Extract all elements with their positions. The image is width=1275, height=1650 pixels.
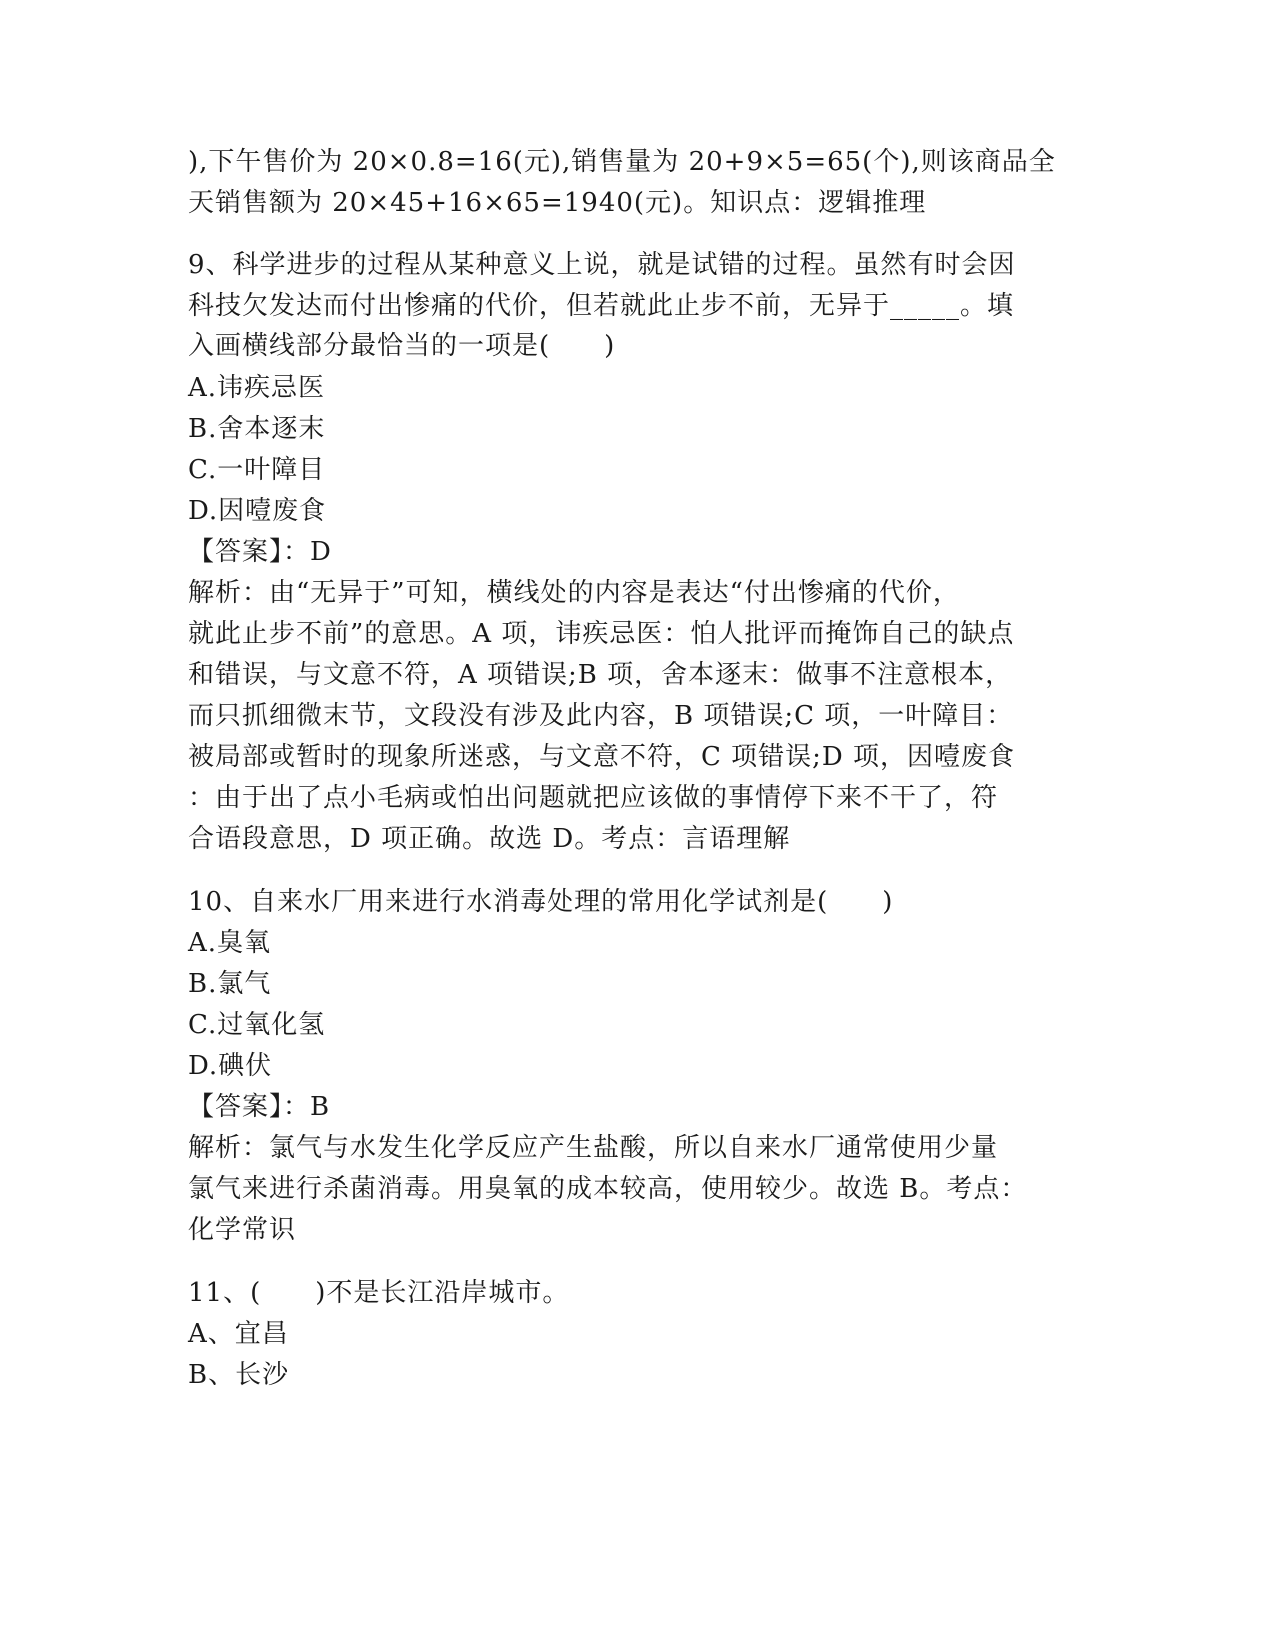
q10-option-d: D.碘伏: [188, 1051, 273, 1081]
q9-option-a: A.讳疾忌医: [188, 373, 326, 403]
q10-analysis-line-1: 解析：氯气与水发生化学反应产生盐酸，所以自来水厂通常使用少量: [188, 1133, 999, 1163]
q9-analysis-line-6: ：由于出了点小毛病或怕出问题就把应该做的事情停下来不干了，符: [188, 783, 999, 813]
q10-analysis-line-2: 氯气来进行杀菌消毒。用臭氧的成本较高，使用较少。故选 B。考点：: [188, 1174, 1028, 1204]
q10-analysis-line-3: 化学常识: [188, 1215, 297, 1245]
continuation-line-2: 天销售额为 20×45+16×65=1940(元)。知识点：逻辑推理: [188, 188, 927, 218]
q9-analysis-line-5: 被局部或暂时的现象所迷惑，与文意不符，C 项错误;D 项，因噎废食: [188, 742, 1016, 772]
q10-option-a: A.臭氧: [188, 928, 272, 958]
q11-stem-line-1: 11、( )不是长江沿岸城市。: [188, 1278, 570, 1308]
q9-stem-line-2: 科技欠发达而付出惨痛的代价，但若就此止步不前，无异于_____。填: [188, 291, 1015, 321]
q9-analysis-line-7: 合语段意思，D 项正确。故选 D。考点：言语理解: [188, 824, 791, 854]
q9-answer: 【答案】：D: [188, 537, 332, 567]
q9-analysis-line-3: 和错误，与文意不符，A 项错误;B 项，舍本逐末：做事不注意根本，: [188, 660, 1013, 690]
q10-option-b: B.氯气: [188, 969, 272, 999]
q9-analysis-line-4: 而只抓细微末节，文段没有涉及此内容，B 项错误;C 项，一叶障目：: [188, 701, 1014, 731]
q10-stem-line-1: 10、自来水厂用来进行水消毒处理的常用化学试剂是( ): [188, 887, 894, 917]
q11-option-b: B、长沙: [188, 1360, 290, 1390]
q9-stem-line-1: 9、科学进步的过程从某种意义上说，就是试错的过程。虽然有时会因: [188, 250, 1016, 280]
q9-option-b: B.舍本逐末: [188, 414, 326, 444]
continuation-line-1: ),下午售价为 20×0.8=16(元),销售量为 20+9×5=65(个),则该商品全: [188, 147, 1056, 177]
q9-option-d: D.因噎废食: [188, 496, 327, 526]
q10-answer: 【答案】：B: [188, 1092, 331, 1122]
q10-option-c: C.过氧化氢: [188, 1010, 326, 1040]
q9-option-c: C.一叶障目: [188, 455, 326, 485]
q9-analysis-line-1: 解析：由“无异于”可知，横线处的内容是表达“付出惨痛的代价，: [188, 578, 960, 608]
q9-stem-line-3: 入画横线部分最恰当的一项是( ): [188, 331, 616, 361]
q11-option-a: A、宜昌: [188, 1319, 289, 1349]
q9-analysis-line-2: 就此止步不前”的意思。A 项，讳疾忌医：怕人批评而掩饰自己的缺点: [188, 619, 1015, 649]
